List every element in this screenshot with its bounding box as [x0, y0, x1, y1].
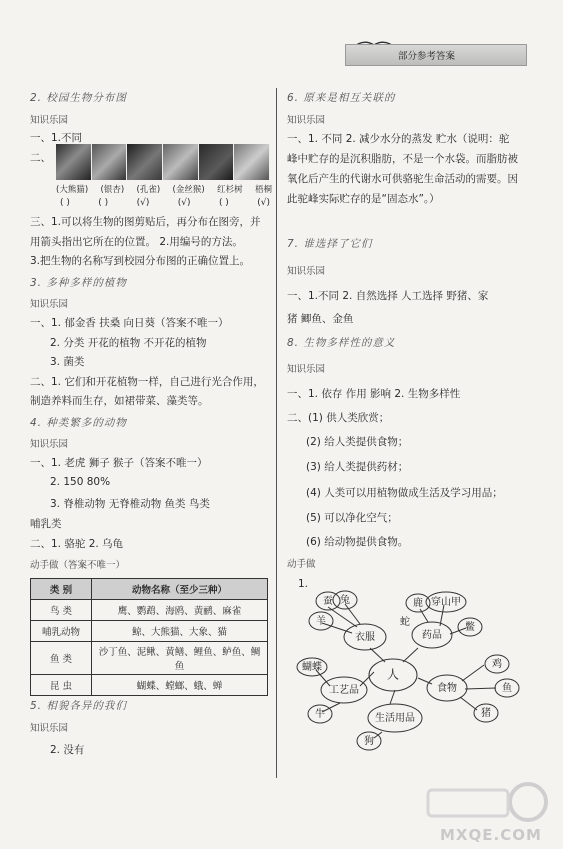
caption-ginkgo: (银杏) — [100, 185, 125, 195]
s8-item-number: 1. — [298, 578, 309, 590]
section-8-title: 8. 生物多样性的意义 — [287, 337, 396, 349]
s8-hands-on: 动手做 — [287, 559, 316, 570]
mark-panda: ( ) — [60, 198, 70, 208]
s8-l5: (4) 人类可以用植物做成生活及学习用品； — [306, 487, 503, 499]
s3-l2: 2. 分类 开花的植物 不开花的植物 — [50, 337, 207, 349]
caption-redwood: 红杉树 — [217, 185, 243, 195]
caption-panda: (大熊猫) — [56, 185, 89, 195]
label-dog: 狗 — [364, 736, 374, 747]
s5-l1: 2. 没有 — [50, 744, 85, 756]
table-cell: 鸟 类 — [31, 600, 92, 621]
parasol-tree-photo — [234, 144, 270, 180]
mark-ginkgo: ( ) — [98, 198, 109, 208]
table-header-category: 类 别 — [31, 579, 92, 600]
section-4-sub: 知识乐园 — [30, 439, 69, 450]
organism-photo-strip — [56, 144, 270, 180]
mindmap-diagram — [285, 588, 553, 763]
s6-l1: 一、1. 不同 2. 减少水分的蒸发 贮水（说明：驼 — [287, 133, 510, 145]
label-rabbit: 兔 — [340, 595, 350, 606]
s6-l2: 峰中贮存的是沉积脂肪，不是一个水袋。而脂肪被 — [287, 153, 518, 165]
golden-monkey-photo — [163, 144, 199, 180]
table-cell: 沙丁鱼、泥鳅、黄鳝、鲤鱼、鲈鱼、鲷鱼 — [92, 642, 268, 675]
animal-table — [30, 578, 268, 696]
label-snake: 蛇 — [400, 617, 410, 628]
label-turtle: 鳖 — [465, 622, 475, 633]
s2-q3b: 用箭头指出它所在的位置。 2.用编号的方法。 — [30, 236, 243, 248]
s8-l3: (2) 给人类提供食物； — [306, 436, 409, 448]
section-7-sub: 知识乐园 — [287, 266, 326, 277]
label-chicken: 鸡 — [492, 659, 502, 670]
s2-q1: 一、1.不同 — [30, 132, 83, 144]
photo-captions — [56, 183, 272, 195]
s8-l2: 二、(1) 供人类欣赏； — [287, 412, 390, 424]
section-3-sub: 知识乐园 — [30, 299, 69, 310]
section-2-title: 2. 校园生物分布图 — [30, 92, 127, 104]
ginkgo-photo — [92, 144, 128, 180]
s4-l3: 3. 脊椎动物 无脊椎动物 鱼类 鸟类 — [50, 498, 210, 510]
section-7-title: 7. 谁选择了它们 — [287, 238, 373, 250]
s8-l4: (3) 给人类提供药材； — [306, 461, 409, 473]
label-pangolin: 穿山甲 — [431, 597, 461, 608]
section-5-title: 5. 相貌各异的我们 — [30, 700, 127, 712]
label-medicine: 药品 — [422, 630, 442, 641]
mark-peacock: (√) — [136, 198, 150, 208]
s2-q3a: 三、1.可以将生物的图剪贴后，再分布在图旁，并 — [30, 216, 261, 228]
panda-photo — [56, 144, 92, 180]
label-fish: 鱼 — [502, 683, 512, 694]
label-butterfly: 蝴蝶 — [302, 662, 322, 673]
label-pig: 猪 — [481, 708, 491, 719]
table-cell: 蝴蝶、螳螂、蛾、蝉 — [92, 675, 268, 696]
caption-golden-monkey: (金丝猴) — [172, 185, 205, 195]
s3-l3: 3. 菌类 — [50, 356, 85, 368]
table-cell: 鲸、大熊猫、大象、猫 — [92, 621, 268, 642]
label-clothes: 衣服 — [355, 632, 375, 643]
table-cell: 鱼 类 — [31, 642, 92, 675]
s3-l1: 一、1. 郁金香 扶桑 向日葵（答案不唯一） — [30, 317, 229, 329]
section-6-sub: 知识乐园 — [287, 115, 326, 126]
s4-l4: 哺乳类 — [30, 518, 62, 530]
s3-l5: 制造养料而生存，如裙带菜、藻类等。 — [30, 395, 209, 407]
redwood-photo — [199, 144, 235, 180]
s2-q2: 二、 — [30, 152, 51, 164]
s2-q3c: 3.把生物的名称写到校园分布图的正确位置上。 — [30, 255, 251, 267]
label-cow: 牛 — [315, 709, 325, 720]
section-8-sub: 知识乐园 — [287, 364, 326, 375]
peacock-photo — [127, 144, 163, 180]
label-crafts: 工艺品 — [329, 685, 359, 696]
s8-l1: 一、1. 依存 作用 影响 2. 生物多样性 — [287, 388, 461, 400]
s4-l1: 一、1. 老虎 狮子 猴子（答案不唯一） — [30, 457, 208, 469]
table-cell: 鹰、鹦鹉、海鸥、黄鹂、麻雀 — [92, 600, 268, 621]
s6-l3: 氧化后产生的代谢水可供骆驼生命活动的需要。因 — [287, 173, 518, 185]
column-divider — [276, 88, 277, 778]
table-header-row — [31, 579, 268, 600]
section-4-title: 4. 种类繁多的动物 — [30, 417, 127, 429]
table-row — [31, 675, 268, 696]
section-3-title: 3. 多种多样的植物 — [30, 277, 127, 289]
caption-peacock: (孔雀) — [136, 185, 161, 195]
s4-l5: 二、1. 骆驼 2. 乌龟 — [30, 538, 124, 550]
s6-l4: 此驼峰实际贮存的是“固态水”。） — [287, 193, 440, 205]
section-2-sub: 知识乐园 — [30, 115, 69, 126]
table-cell: 哺乳动物 — [31, 621, 92, 642]
label-food: 食物 — [437, 683, 457, 694]
table-header-names: 动物名称（至少三种） — [92, 579, 268, 600]
mark-parasol-tree: (√) — [257, 198, 270, 208]
s8-l7: (6) 给动物提供食物。 — [306, 536, 409, 548]
s4-hands-on: 动手做（答案不唯一） — [30, 560, 126, 571]
table-row — [31, 621, 268, 642]
label-silkworm: 蚕 — [323, 596, 333, 607]
section-5-sub: 知识乐园 — [30, 723, 69, 734]
table-row — [31, 600, 268, 621]
table-cell: 昆 虫 — [31, 675, 92, 696]
label-daily: 生活用品 — [375, 713, 415, 724]
mark-golden-monkey: (√) — [177, 198, 191, 208]
photo-marks — [60, 198, 270, 208]
s7-l1: 一、1.不同 2. 自然选择 人工选择 野猪、家 — [287, 290, 489, 302]
s8-l6: (5) 可以净化空气； — [306, 512, 398, 524]
mark-redwood: ( ) — [218, 198, 229, 208]
page-header-title: 部分参考答案 — [398, 51, 456, 62]
s3-l4: 二、1. 它们和开花植物一样，自己进行光合作用， — [30, 376, 264, 388]
watermark-text: MXQE.COM — [440, 826, 542, 844]
section-6-title: 6. 原来是相互关联的 — [287, 92, 396, 104]
s4-l2: 2. 150 80% — [50, 476, 111, 488]
caption-parasol-tree: 梧桐 — [254, 185, 272, 195]
label-sheep: 羊 — [316, 616, 326, 627]
label-deer: 鹿 — [413, 598, 423, 609]
s7-l2: 猪 鲫鱼、金鱼 — [287, 313, 354, 325]
table-row — [31, 642, 268, 675]
label-center: 人 — [386, 667, 400, 682]
